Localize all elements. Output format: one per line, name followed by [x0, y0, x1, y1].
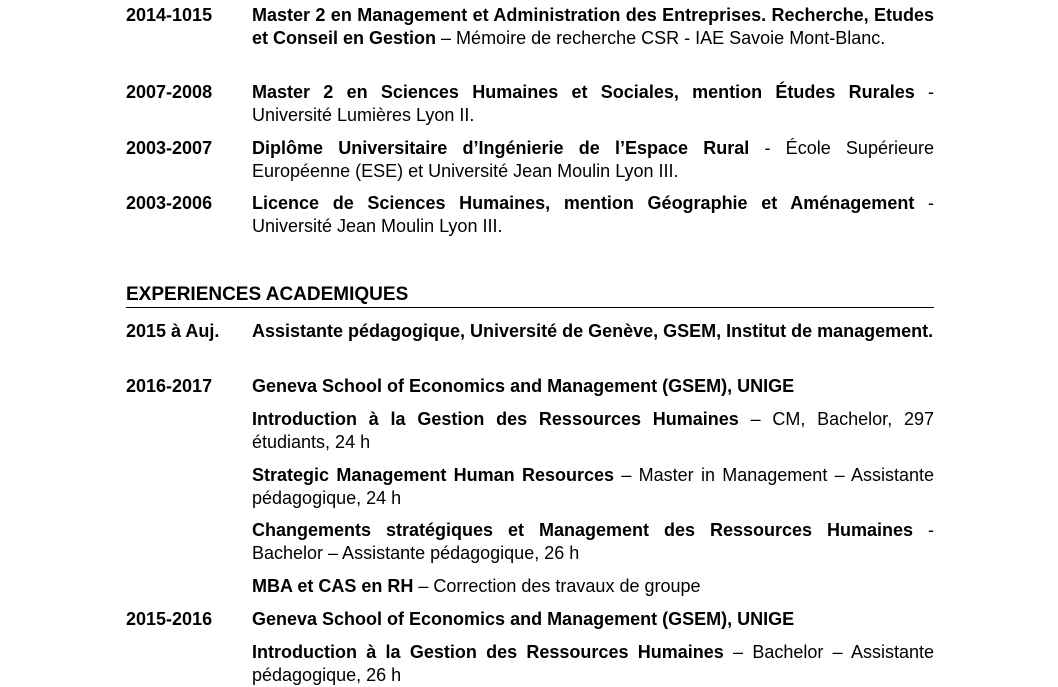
entry-date: 2007-2008 [126, 82, 213, 102]
course-detail: – Correction des travaux de groupe [413, 576, 701, 596]
course-description [252, 575, 934, 598]
entry-title: Master 2 en Management et Administration des Entreprises. Recherche, Etudes et Conseil en Gestion [252, 5, 934, 48]
entry-description [252, 137, 934, 183]
course-detail: – Bachelor – Assistante pédagogique, 26 h [252, 642, 934, 685]
entry-title: Licence de Sciences Humaines, mention Géographie et Aménagement [252, 193, 915, 213]
entry-description [252, 81, 934, 127]
course-description [252, 408, 934, 454]
entry-date: 2016-2017 [126, 376, 213, 396]
entry-description [252, 320, 934, 343]
course-description [252, 519, 934, 565]
entry-detail: - Université Lumières Lyon II. [252, 82, 934, 125]
entry-date: 2003-2007 [126, 138, 213, 158]
section-heading: EXPERIENCES ACADEMIQUES [126, 284, 409, 305]
course-description [252, 464, 934, 510]
entry-date: 2015 à Auj. [126, 321, 220, 341]
course-description [252, 641, 934, 687]
entry-detail: – Mémoire de recherche CSR - IAE Savoie Mont-Blanc. [436, 28, 886, 48]
entry-description [252, 192, 934, 238]
course-title: Introduction à la Gestion des Ressources Humaines [252, 642, 724, 662]
school-name: Geneva School of Economics and Management (GSEM), UNIGE [252, 376, 795, 396]
entry-detail: - École Supérieure Européenne (ESE) et Université Jean Moulin Lyon III. [252, 138, 934, 181]
section-divider [126, 307, 934, 308]
entry-date: 2014-1015 [126, 5, 213, 25]
course-title: Introduction à la Gestion des Ressources Humaines [252, 409, 739, 429]
school-name: Geneva School of Economics and Management (GSEM), UNIGE [252, 609, 795, 629]
entry-title: Diplôme Universitaire d’Ingénierie de l’Espace Rural [252, 138, 750, 158]
course-detail: – Master in Management – Assistante pédagogique, 24 h [252, 465, 934, 508]
course-title: Changements stratégiques et Management des Ressources Humaines [252, 520, 914, 540]
course-detail: - Bachelor – Assistante pédagogique, 26 h [252, 520, 934, 563]
entry-date: 2015-2016 [126, 609, 213, 629]
entry-date: 2003-2006 [126, 193, 213, 213]
entry-title: Master 2 en Sciences Humaines et Sociales, mention Études Rurales [252, 82, 915, 102]
course-title: Strategic Management Human Resources [252, 465, 615, 485]
entry-detail: - Université Jean Moulin Lyon III. [252, 193, 935, 236]
course-title: MBA et CAS en RH [252, 576, 414, 596]
position-title: Assistante pédagogique, Université de Genève, GSEM, Institut de management. [252, 321, 934, 341]
entry-description [252, 4, 934, 50]
course-detail: – CM, Bachelor, 297 étudiants, 24 h [252, 409, 935, 452]
